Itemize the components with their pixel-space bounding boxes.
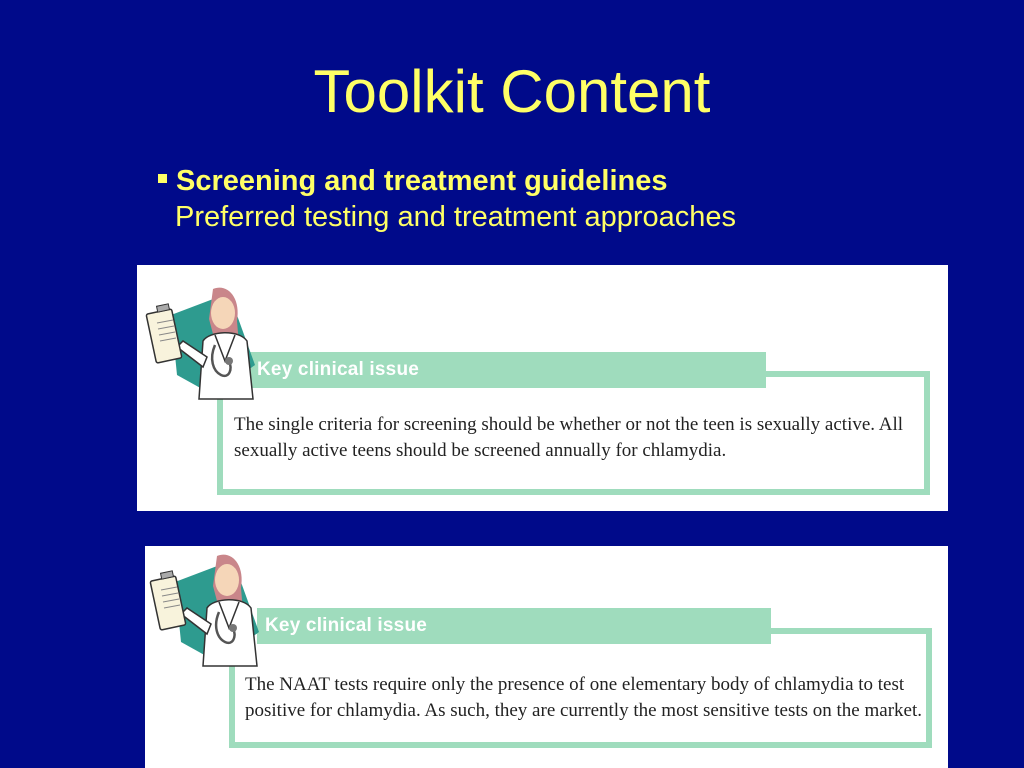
bullet-item	[158, 164, 736, 198]
bullet-subtext: Preferred testing and treatment approaches	[175, 201, 736, 233]
bullet-heading: Screening and treatment guidelines	[176, 165, 668, 197]
square-bullet-icon	[158, 174, 167, 183]
issue-text-line: The single criteria for screening should be whether or not the teen is sexually active. All	[234, 414, 904, 435]
doctor-with-clipboard-icon	[143, 275, 263, 400]
clinical-issue-panel-2	[145, 546, 948, 768]
bullet-list	[158, 164, 736, 236]
issue-text-line: positive for chlamydia. As such, they are currently the most sensitive tests on the market.	[245, 700, 922, 721]
doctor-with-clipboard-icon	[147, 546, 267, 667]
issue-text	[234, 412, 903, 464]
slide-title: Toolkit Content	[313, 58, 711, 125]
issue-banner: Key clinical issue	[257, 608, 771, 644]
issue-banner: Key clinical issue	[249, 352, 766, 388]
issue-text-line: The NAAT tests require only the presence of one elementary body of chlamydia to test	[245, 674, 905, 695]
clinical-issue-panel-1	[137, 265, 948, 511]
issue-text	[245, 672, 922, 724]
issue-text-line: sexually active teens should be screened annually for chlamydia.	[234, 440, 727, 461]
